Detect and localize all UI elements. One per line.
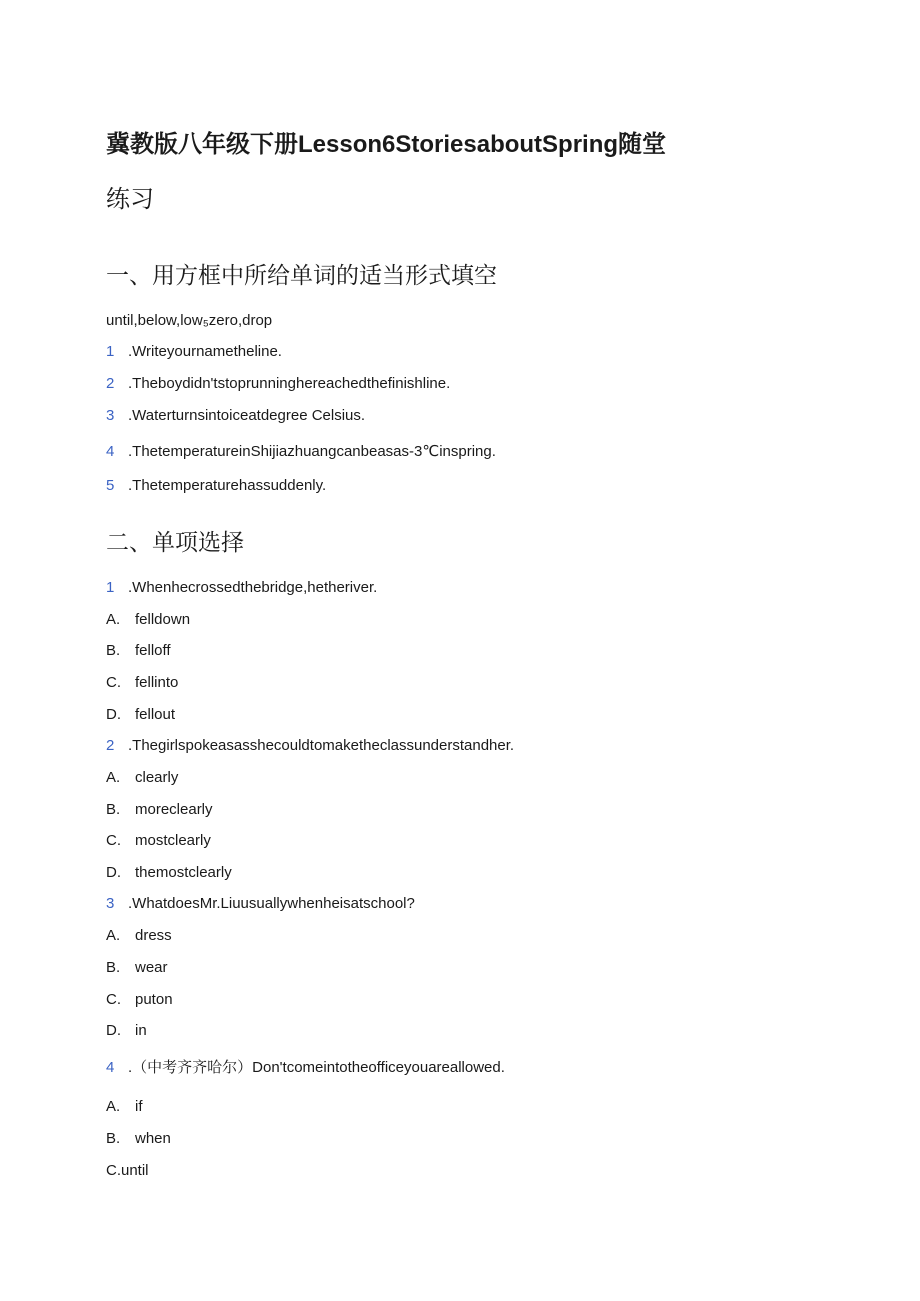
q3-option-a[interactable]: A. dress [106,927,172,944]
question-text: .Thegirlspokeasasshecouldtomaketheclassunderstandher. [128,737,515,754]
document-title: 冀教版八年级下册Lesson6StoriesaboutSpring随堂 [106,131,667,158]
q2-option-b[interactable]: B. moreclearly [106,801,213,818]
section-1-heading: 一、用方框中所给单词的适当形式填空 [106,262,497,288]
question-number: 1 [106,579,115,596]
q1-option-a[interactable]: A. felldown [106,611,191,628]
item-text: .Theboydidn'tstoprunninghereachedthefinishline. [128,375,451,392]
question-3 [106,894,415,914]
q4-option-b[interactable]: B. when [106,1130,171,1147]
q2-option-a[interactable]: A. clearly [106,769,179,786]
item-number: 3 [106,407,115,424]
fill-item-2 [106,374,450,394]
question-text: .（中考齐齐哈尔）Don'tcomeintotheofficeyouareallowed. [128,1059,505,1076]
question-2 [106,736,514,756]
q2-option-d[interactable]: D. themostclearly [106,864,232,881]
question-text: .Whenhecrossedthebridge,hetheriver. [128,579,378,596]
item-text: .Waterturnsintoiceatdegree Celsius. [128,407,366,424]
question-number: 3 [106,895,115,912]
fill-item-5 [106,476,326,496]
q4-option-c[interactable]: C.until [106,1162,149,1179]
q1-option-b[interactable]: B. felloff [106,642,171,659]
section-2-heading: 二、单项选择 [106,529,244,555]
item-number: 4 [106,443,115,460]
q3-option-c[interactable]: C. puton [106,991,173,1008]
fill-item-1 [106,342,282,362]
q2-option-c[interactable]: C. mostclearly [106,832,211,849]
item-text: .ThetemperatureinShijiazhuangcanbeasas-3℃inspring. [128,443,496,460]
fill-item-4 [106,442,496,462]
item-text: .Thetemperaturehassuddenly. [128,477,327,494]
item-number: 5 [106,477,115,494]
question-number: 4 [106,1059,115,1076]
q4-option-a[interactable]: A. if [106,1098,143,1115]
q1-option-d[interactable]: D. fellout [106,706,176,723]
question-text: .WhatdoesMr.Liuusuallywhenheisatschool? [128,895,415,912]
q1-option-c[interactable]: C. fellinto [106,674,179,691]
q3-option-b[interactable]: B. wear [106,959,168,976]
item-text: .Writeyournametheline. [128,343,282,360]
item-number: 1 [106,343,115,360]
question-4 [106,1058,505,1078]
word-bank: until,below,low₅zero,drop [106,312,273,329]
item-number: 2 [106,375,115,392]
fill-item-3 [106,406,365,426]
q3-option-d[interactable]: D. in [106,1022,147,1039]
question-1 [106,578,377,598]
question-number: 2 [106,737,115,754]
document-title-continued: 练习 [106,186,154,213]
